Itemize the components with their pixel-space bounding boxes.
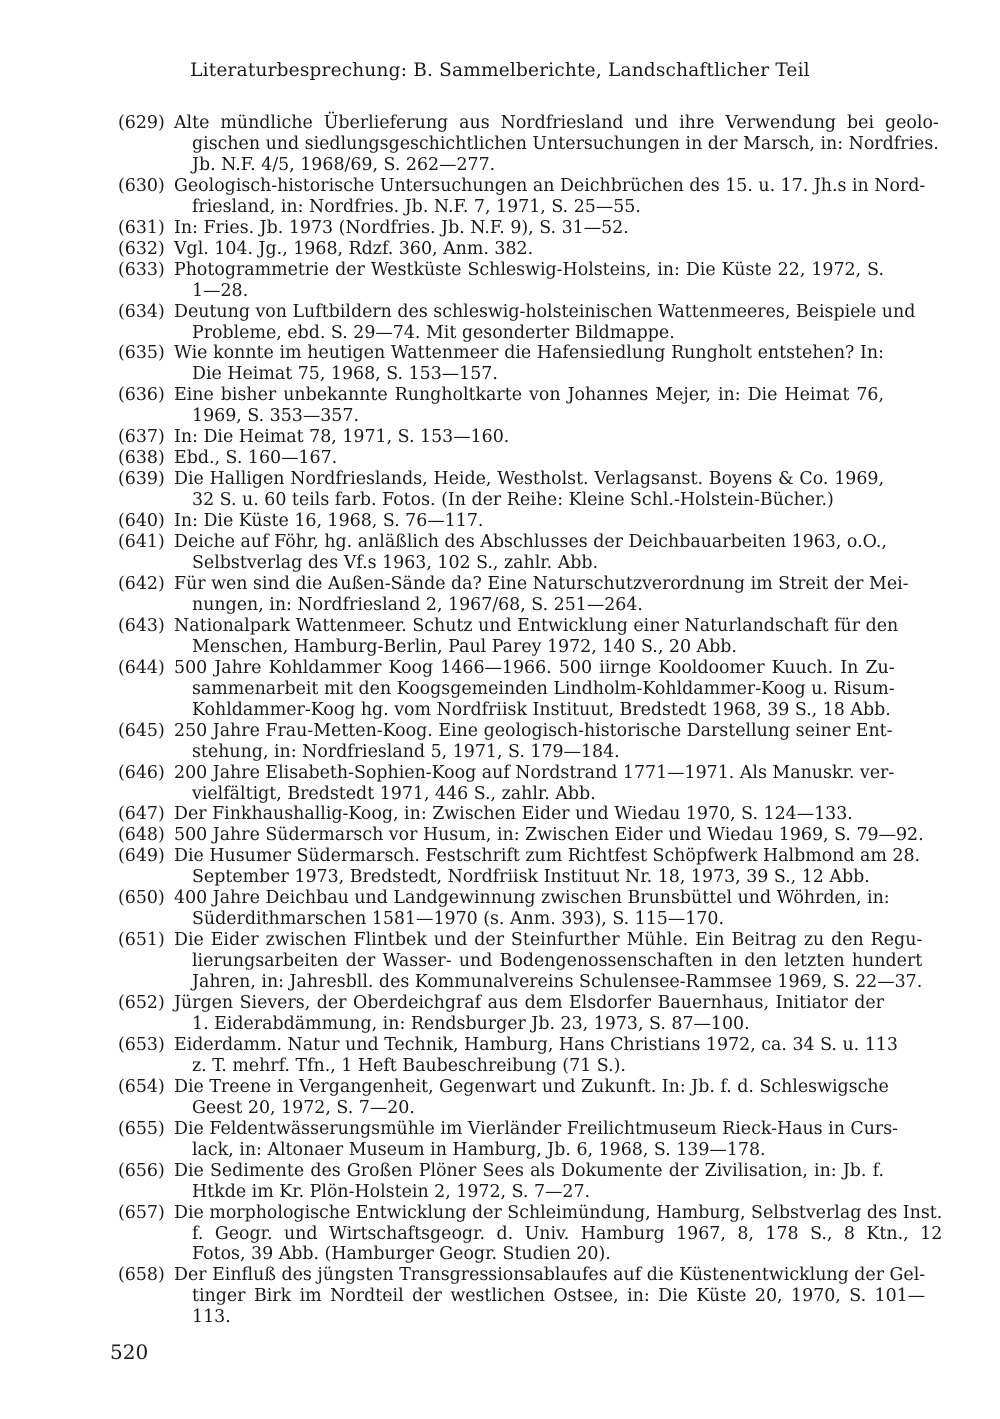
footnote-line: z. T. mehrf. Tfn., 1 Heft Baubeschreibung (71 S.). bbox=[192, 1055, 626, 1076]
footnote-line: In: Die Küste 16, 1968, S. 76—117. bbox=[174, 511, 484, 532]
footnote-entry bbox=[118, 657, 895, 721]
footnote-line: Eine bisher unbekannte Rungholtkarte von Johannes Mejer, in: Die Heimat 76, bbox=[174, 385, 884, 406]
footnote-line: Die Treene in Vergangenheit, Gegenwart und Zukunft. In: Jb. f. d. Schleswigsche bbox=[174, 1076, 889, 1097]
footnote-line: 1. Eiderabdämmung, in: Rendsburger Jb. 23, 1973, S. 87—100. bbox=[192, 1013, 750, 1034]
footnote-text bbox=[174, 385, 884, 427]
footnote-text bbox=[174, 302, 915, 344]
footnote-text bbox=[174, 511, 884, 532]
footnote-line: 500 Jahre Südermarsch vor Husum, in: Zwischen Eider und Wiedau 1969, S. 79—92. bbox=[174, 825, 924, 846]
footnote-number: (639) bbox=[118, 469, 165, 490]
footnote-entry bbox=[118, 385, 884, 427]
footnote-text bbox=[174, 427, 884, 448]
footnote-entry bbox=[118, 239, 884, 260]
footnote-number: (634) bbox=[118, 301, 165, 322]
footnote-line: Nationalpark Wattenmeer. Schutz und Entwicklung einer Naturlandschaft für den bbox=[174, 615, 899, 636]
footnote-entry bbox=[118, 1034, 898, 1077]
footnote-entry bbox=[118, 1265, 926, 1328]
footnote-entry bbox=[118, 846, 921, 888]
footnote-text bbox=[174, 532, 887, 574]
footnote-entry bbox=[118, 993, 884, 1035]
footnote-text bbox=[174, 218, 884, 239]
footnote-text bbox=[174, 1265, 925, 1328]
footnote-text bbox=[174, 616, 898, 658]
footnote-entry bbox=[118, 1076, 889, 1119]
footnote-number: (641) bbox=[118, 532, 165, 553]
footnote-entry bbox=[118, 260, 884, 302]
footnote-line: Kohldammer-Koog hg. vom Nordfriisk Instituut, Bredstedt 1968, 39 S., 18 Abb. bbox=[192, 699, 891, 720]
footnote-line: tinger Birk im Nordteil der westlichen Ostsee, in: Die Küste 20, 1970, S. 101— bbox=[192, 1286, 926, 1307]
footnote-line: Der Einfluß des jüngsten Transgressionsablaufes auf die Küstenentwicklung der Gel- bbox=[174, 1265, 926, 1286]
footnote-text bbox=[174, 176, 925, 218]
footnote-text bbox=[174, 804, 884, 825]
footnote-list bbox=[118, 113, 943, 1328]
footnote-line: Jb. N.F. 4/5, 1968/69, S. 262—277. bbox=[192, 154, 496, 175]
footnote-line: Süderdithmarschen 1581—1970 (s. Anm. 393), S. 115—170. bbox=[192, 909, 724, 930]
footnote-text bbox=[174, 239, 884, 260]
footnote-line: Photogrammetrie der Westküste Schleswig-Holsteins, in: Die Küste 22, 1972, S. bbox=[174, 259, 884, 280]
footnote-line: Die Heimat 75, 1968, S. 153—157. bbox=[192, 364, 498, 385]
footnote-line: Vgl. 104. Jg., 1968, Rdzf. 360, Anm. 382. bbox=[174, 238, 534, 259]
footnote-number: (638) bbox=[118, 448, 165, 469]
footnote-line: 400 Jahre Deichbau und Landgewinnung zwischen Brunsbüttel und Wöhrden, in: bbox=[174, 888, 890, 909]
footnote-line: 500 Jahre Kohldammer Koog 1466—1966. 500 iirnge Kooldoomer Kuuch. In Zu- bbox=[174, 657, 895, 678]
footnote-entry bbox=[118, 615, 899, 658]
footnote-entry bbox=[118, 175, 926, 218]
footnote-line: sammenarbeit mit den Koogsgemeinden Lindholm-Kohldammer-Koog u. Risum- bbox=[192, 678, 895, 699]
footnote-number: (630) bbox=[118, 175, 165, 196]
footnote-entry bbox=[118, 888, 890, 930]
footnote-line: Menschen, Hamburg-Berlin, Paul Parey 1972, 140 S., 20 Abb. bbox=[192, 636, 737, 657]
footnote-entry bbox=[118, 762, 895, 805]
footnote-text bbox=[174, 448, 884, 469]
footnote-line: nungen, in: Nordfriesland 2, 1967/68, S. 251—264. bbox=[192, 594, 643, 615]
footnote-text bbox=[174, 930, 922, 993]
footnote-entry bbox=[118, 1202, 943, 1266]
footnote-text bbox=[174, 260, 884, 302]
footnote-text bbox=[174, 1035, 898, 1077]
footnote-line: Deiche auf Föhr, hg. anläßlich des Abschlusses der Deichbauarbeiten 1963, o.O., bbox=[174, 532, 887, 553]
footnote-entry bbox=[118, 825, 924, 846]
footnote-number: (651) bbox=[118, 930, 165, 951]
footnote-number: (655) bbox=[118, 1118, 165, 1139]
footnote-line: Eiderdamm. Natur und Technik, Hamburg, Hans Christians 1972, ca. 34 S. u. 113 bbox=[174, 1034, 898, 1055]
footnote-text bbox=[174, 343, 884, 385]
footnote-line: Htkde im Kr. Plön-Holstein 2, 1972, S. 7—27. bbox=[192, 1181, 591, 1202]
footnote-line: Die morphologische Entwicklung der Schleimündung, Hamburg, Selbstverlag des Inst. bbox=[174, 1202, 943, 1223]
footnote-number: (635) bbox=[118, 343, 165, 364]
footnote-number: (657) bbox=[118, 1202, 165, 1223]
footnote-entry bbox=[118, 720, 893, 763]
footnote-entry bbox=[118, 511, 884, 532]
footnote-entry bbox=[118, 301, 916, 344]
footnote-line: Die Eider zwischen Flintbek und der Steinfurther Mühle. Ein Beitrag zu den Regu- bbox=[174, 930, 923, 951]
footnote-entry bbox=[118, 427, 884, 448]
footnote-text bbox=[174, 1203, 942, 1266]
running-head: Literaturbesprechung: B. Sammelberichte, Landschaftlicher Teil bbox=[190, 60, 810, 81]
footnote-text bbox=[174, 658, 895, 721]
footnote-line: f. Geogr. und Wirtschaftsgeogr. d. Univ. Hamburg 1967, 8, 178 S., 8 Ktn., 12 bbox=[192, 1223, 943, 1244]
footnote-number: (640) bbox=[118, 511, 165, 532]
footnote-text bbox=[174, 825, 924, 846]
footnote-entry bbox=[118, 469, 884, 511]
footnote-line: 1969, S. 353—357. bbox=[192, 406, 359, 427]
footnote-line: 113. bbox=[192, 1307, 231, 1328]
footnote-number: (636) bbox=[118, 385, 165, 406]
footnote-number: (643) bbox=[118, 615, 165, 636]
footnote-text bbox=[174, 993, 884, 1035]
footnote-text bbox=[174, 1119, 898, 1161]
footnote-line: Deutung von Luftbildern des schleswig-holsteinischen Wattenmeeres, Beispiele und bbox=[174, 301, 916, 322]
footnote-text bbox=[174, 721, 893, 763]
footnote-entry bbox=[118, 218, 884, 239]
footnote-entry bbox=[118, 532, 887, 574]
footnote-line: Wie konnte im heutigen Wattenmeer die Hafensiedlung Rungholt entstehen? In: bbox=[174, 343, 884, 364]
footnote-entry bbox=[118, 930, 923, 993]
footnote-line: 1—28. bbox=[192, 280, 249, 301]
footnote-line: stehung, in: Nordfriesland 5, 1971, S. 179—184. bbox=[192, 741, 620, 762]
footnote-text bbox=[174, 1077, 889, 1119]
footnote-entry bbox=[118, 343, 884, 385]
footnote-text bbox=[174, 763, 894, 805]
footnote-text bbox=[174, 113, 939, 176]
footnote-entry bbox=[118, 113, 939, 176]
footnote-number: (649) bbox=[118, 846, 165, 867]
footnote-line: Jürgen Sievers, der Oberdeichgraf aus dem Elsdorfer Bauernhaus, Initiator der bbox=[174, 993, 884, 1014]
footnote-line: Alte mündliche Überlieferung aus Nordfriesland und ihre Verwendung bei geolo- bbox=[174, 113, 939, 133]
footnote-line: 200 Jahre Elisabeth-Sophien-Koog auf Nordstrand 1771—1971. Als Manuskr. ver- bbox=[174, 762, 895, 783]
footnote-line: Jahren, in: Jahresbll. des Kommunalvereins Schulensee-Rammsee 1969, S. 22—37. bbox=[192, 972, 923, 993]
footnote-line: lack, in: Altonaer Museum in Hamburg, Jb. 6, 1968, S. 139—178. bbox=[192, 1139, 766, 1160]
footnote-line: Für wen sind die Außen-Sände da? Eine Naturschutzverordnung im Streit der Mei- bbox=[174, 573, 909, 594]
footnote-line: In: Fries. Jb. 1973 (Nordfries. Jb. N.F. 9), S. 31—52. bbox=[174, 217, 629, 238]
footnote-text bbox=[174, 574, 909, 616]
footnote-entry bbox=[118, 1118, 899, 1161]
footnote-line: gischen und siedlungsgeschichtlichen Untersuchungen in der Marsch, in: Nordfries. bbox=[192, 133, 939, 154]
footnote-line: friesland, in: Nordfries. Jb. N.F. 7, 1971, S. 25—55. bbox=[192, 196, 641, 217]
footnote-line: Geest 20, 1972, S. 7—20. bbox=[192, 1097, 415, 1118]
footnote-line: Probleme, ebd. S. 29—74. Mit gesonderter Bildmappe. bbox=[192, 322, 675, 343]
footnote-line: Die Husumer Südermarsch. Festschrift zum Richtfest Schöpfwerk Halbmond am 28. bbox=[174, 846, 921, 867]
page-number: 520 bbox=[110, 1340, 149, 1364]
footnote-number: (647) bbox=[118, 804, 165, 825]
footnote-entry bbox=[118, 804, 884, 825]
footnote-line: vielfältigt, Bredstedt 1971, 446 S., zahlr. Abb. bbox=[192, 783, 596, 804]
footnote-number: (645) bbox=[118, 720, 165, 741]
footnote-line: Ebd., S. 160—167. bbox=[174, 448, 338, 469]
footnote-text bbox=[174, 846, 920, 888]
footnote-text bbox=[174, 888, 890, 930]
footnote-number: (637) bbox=[118, 427, 165, 448]
footnote-line: Die Sedimente des Großen Plöner Sees als Dokumente der Zivilisation, in: Jb. f. bbox=[174, 1160, 884, 1181]
footnote-number: (633) bbox=[118, 259, 165, 280]
footnote-number: (656) bbox=[118, 1160, 165, 1181]
footnote-line: 250 Jahre Frau-Metten-Koog. Eine geologisch-historische Darstellung seiner Ent- bbox=[174, 720, 893, 741]
footnote-number: (658) bbox=[118, 1265, 165, 1286]
footnote-number: (629) bbox=[118, 113, 165, 133]
footnote-text bbox=[174, 1161, 884, 1203]
footnote-line: September 1973, Bredstedt, Nordfriisk Instituut Nr. 18, 1973, 39 S., 12 Abb. bbox=[192, 867, 870, 888]
footnote-number: (646) bbox=[118, 762, 165, 783]
footnote-number: (631) bbox=[118, 217, 165, 238]
footnote-number: (654) bbox=[118, 1076, 165, 1097]
footnote-entry bbox=[118, 1161, 884, 1203]
footnote-line: Selbstverlag des Vf.s 1963, 102 S., zahlr. Abb. bbox=[192, 553, 599, 574]
footnote-number: (653) bbox=[118, 1034, 165, 1055]
footnote-line: Die Halligen Nordfrieslands, Heide, Westholst. Verlagsanst. Boyens & Co. 1969, bbox=[174, 469, 884, 490]
footnote-line: Fotos, 39 Abb. (Hamburger Geogr. Studien 20). bbox=[192, 1244, 611, 1265]
footnote-line: Der Finkhaushallig-Koog, in: Zwischen Eider und Wiedau 1970, S. 124—133. bbox=[174, 804, 853, 825]
footnote-entry bbox=[118, 573, 909, 616]
footnote-number: (632) bbox=[118, 238, 165, 259]
footnote-line: Geologisch-historische Untersuchungen an Deichbrüchen des 15. u. 17. Jh.s in Nord- bbox=[174, 175, 926, 196]
footnote-line: Die Feldentwässerungsmühle im Vierländer Freilichtmuseum Rieck-Haus in Curs- bbox=[174, 1118, 899, 1139]
footnote-entry bbox=[118, 448, 884, 469]
footnote-line: 32 S. u. 60 teils farb. Fotos. (In der Reihe: Kleine Schl.-Holstein-Bücher.) bbox=[192, 490, 834, 511]
footnote-text bbox=[174, 469, 884, 511]
footnote-number: (648) bbox=[118, 825, 165, 846]
footnote-number: (650) bbox=[118, 888, 165, 909]
footnote-number: (652) bbox=[118, 993, 165, 1014]
footnote-number: (644) bbox=[118, 657, 165, 678]
footnote-line: lierungsarbeiten der Wasser- und Bodengenossenschaften in den letzten hundert bbox=[192, 951, 923, 972]
footnote-number: (642) bbox=[118, 573, 165, 594]
footnote-line: In: Die Heimat 78, 1971, S. 153—160. bbox=[174, 427, 510, 448]
